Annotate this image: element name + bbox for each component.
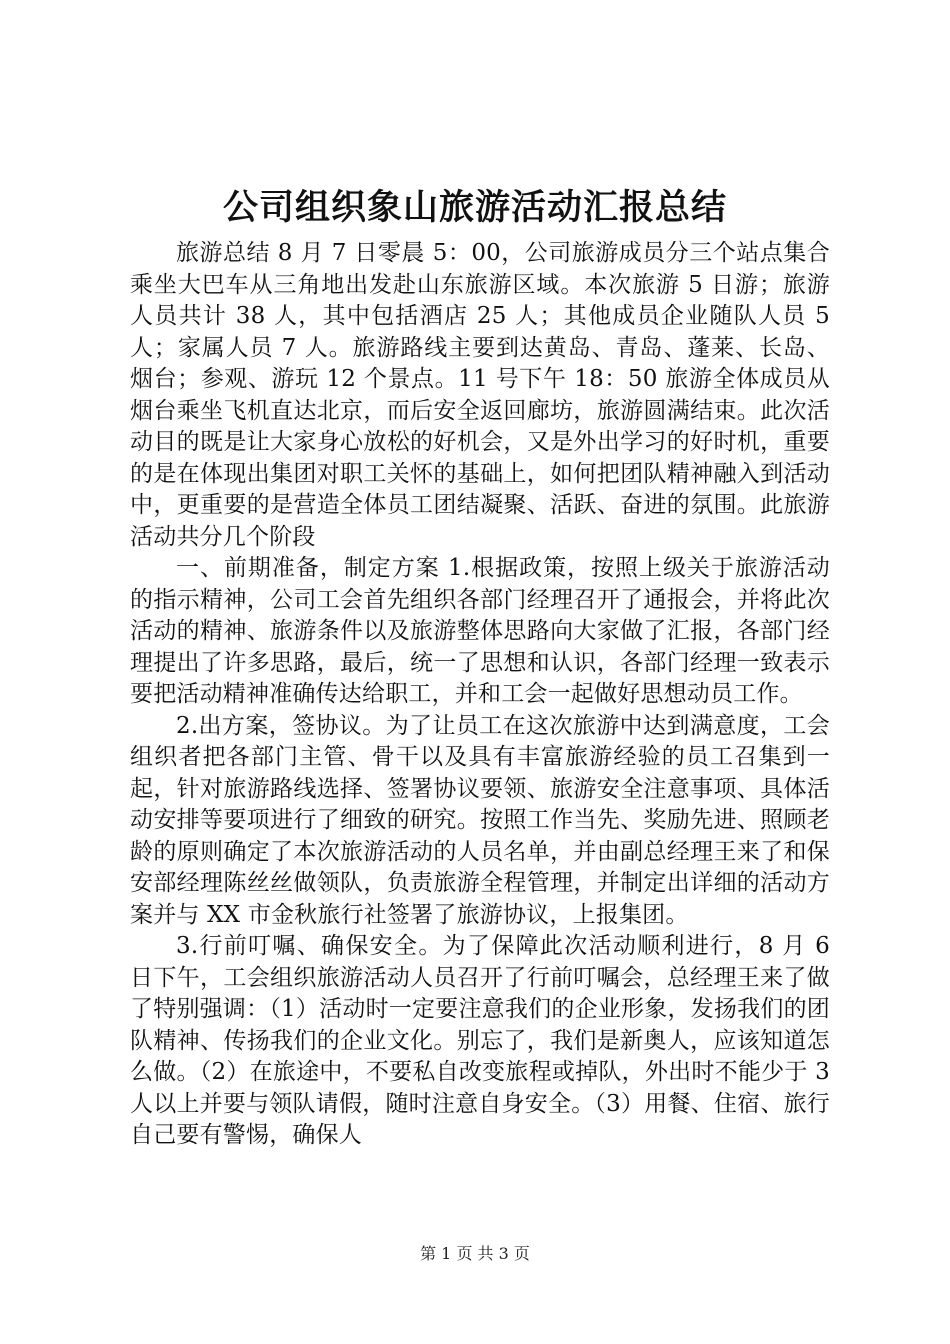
paragraph-safety: 3.行前叮嘱、确保安全。为了保障此次活动顺利进行，8 月 6 日下午，工会组织旅游活动人员召开了行前叮嘱会，总经理王来了做了特别强调：（1）活动时一定要注意我们的企业形象，发扬我们的团队精神、传扬我们的企业文化。别忘了，我们是新奥人，应该知道怎么做。（2）在旅途中，不要私自改变旅程或掉队，外出时不能少于 3 人以上并要与领队请假，随时注意自身安全。（3）用餐、住宿、旅行自己要有警惕，确保人 [130, 933, 830, 1148]
document-body [130, 238, 830, 1152]
document-title: 公司组织象山旅游活动汇报总结 [222, 187, 727, 228]
paragraph-summary: 旅游总结 8 月 7 日零晨 5：00，公司旅游成员分三个站点集合乘坐大巴车从三角地出发赴山东旅游区域。本次旅游 5 日游；旅游人员共计 38 人，其中包括酒店 25 人；其他成员企业随队人员 5 人；家属人员 7 人。旅游路线主要到达黄岛、青岛、蓬莱、长岛、烟台；参观、游玩 12 个景点。11 号下午 18：50 旅游全体成员从烟台乘坐飞机直达北京，而后安全返回廊坊，旅游圆满结束。此次活动目的既是让大家身心放松的好机会，又是外出学习的好时机，重要的是在体现出集团对职工关怀的基础上，如何把团队精神融入到活动中，更重要的是营造全体员工团结凝聚、活跃、奋进的氛围。此旅游活动共分几个阶段 [130, 240, 830, 550]
paragraph-preparation: 一、前期准备，制定方案 1.根据政策，按照上级关于旅游活动的指示精神，公司工会首先组织各部门经理召开了通报会，并将此次活动的精神、旅游条件以及旅游整体思路向大家做了汇报，各部门经理提出了许多思路，最后，统一了思想和认识，各部门经理一致表示要把活动精神准确传达给职工，并和工会一起做好思想动员工作。 [130, 555, 830, 707]
page-number-footer: 第 1 页 共 3 页 [420, 1244, 530, 1263]
paragraph-plan-agreement: 2.出方案，签协议。为了让员工在这次旅游中达到满意度，工会组织者把各部门主管、骨干以及具有丰富旅游经验的员工召集到一起，针对旅游路线选择、签署协议要领、旅游安全注意事项、具体活动安排等要项进行了细致的研究。按照工作当先、奖励先进、照顾老龄的原则确定了本次旅游活动的人员名单，并由副总经理王来了和保安部经理陈丝丝做领队，负责旅游全程管理，并制定出详细的活动方案并与 XX 市金秋旅行社签署了旅游协议，上报集团。 [130, 712, 830, 928]
